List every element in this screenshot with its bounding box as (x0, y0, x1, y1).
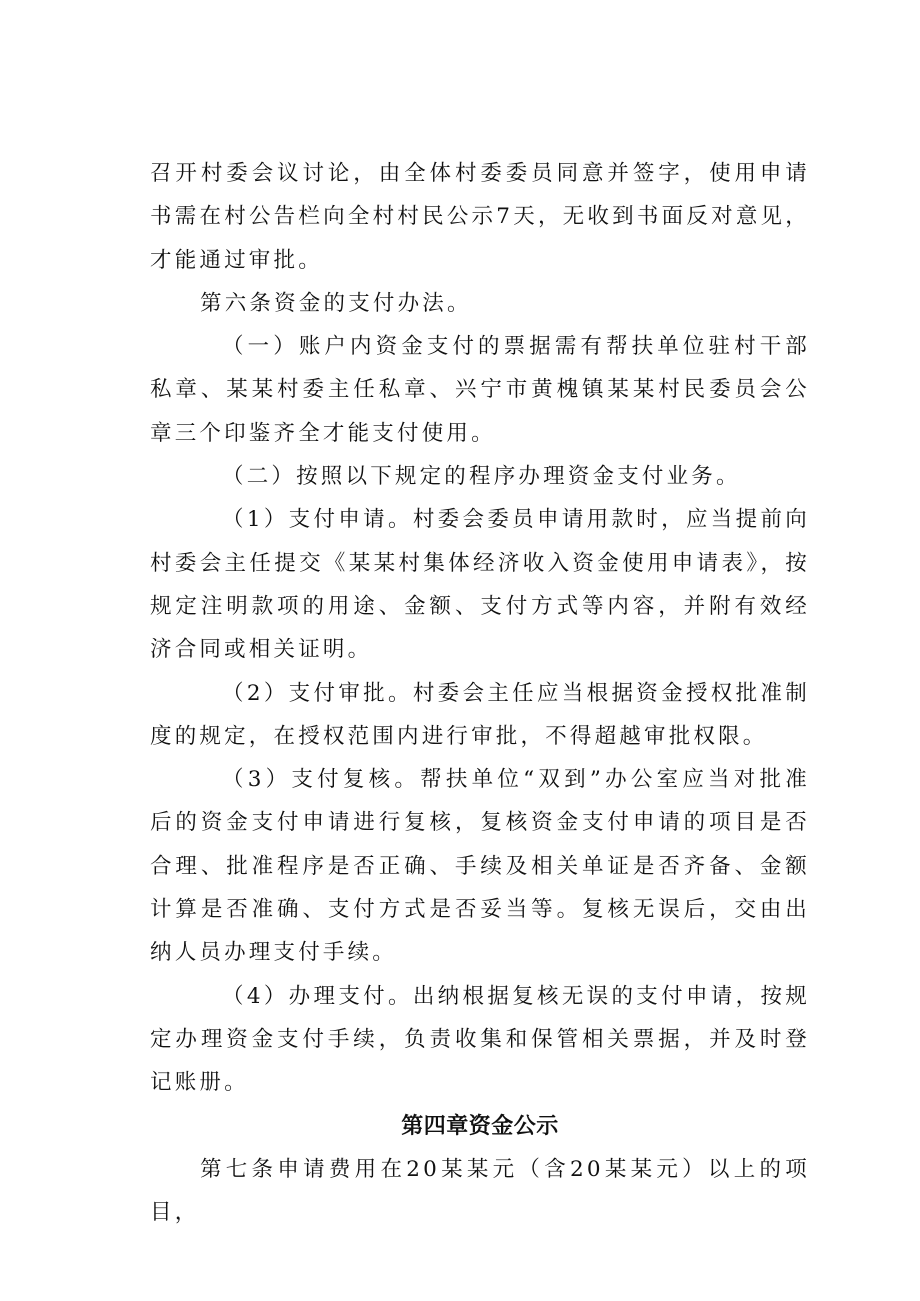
chapter-4-heading: 第四章资金公示 (401, 1113, 559, 1139)
step-3-paragraph: （3）支付复核。帮扶单位“双到”办公室应当对批准后的资金支付申请进行复核，复核资金支付申请的项目是否合理、批准程序是否正确、手续及相关单证是否齐备、金额计算是否准确、支付方式是否妥当等。复核无误后，交由出纳人员办理支付手续。 (150, 767, 810, 966)
step-4-paragraph: （4）办理支付。出纳根据复核无误的支付申请，按规定办理资金支付手续，负责收集和保管相关票据，并及时登记账册。 (150, 983, 810, 1096)
step-1-paragraph: （1）支付申请。村委会委员申请用款时，应当提前向村委会主任提交《某某村集体经济收入资金使用申请表》，按规定注明款项的用途、金额、支付方式等内容，并附有效经济合同或相关证明。 (150, 507, 810, 663)
step-2-paragraph: （2）支付审批。村委会主任应当根据资金授权批准制度的规定，在授权范围内进行审批，不得超越审批权限。 (150, 680, 810, 749)
clause-2-paragraph: （二）按照以下规定的程序办理资金支付业务。 (222, 464, 741, 490)
article-6-heading: 第六条资金的支付办法。 (200, 290, 472, 316)
article-7-paragraph: 第七条申请费用在20某某元（含20某某元）以上的项目， (150, 1156, 810, 1226)
paragraph-continuation: 召开村委会议讨论，由全体村委委员同意并签字，使用申请书需在村公告栏向全村村民公示7天，无收到书面反对意见，才能通过审批。 (150, 161, 810, 273)
clause-1-paragraph: （一）账户内资金支付的票据需有帮扶单位驻村干部私章、某某村委主任私章、兴宁市黄槐镇某某村民委员会公章三个印鉴齐全才能支付使用。 (150, 334, 810, 446)
document-body (150, 152, 810, 1234)
